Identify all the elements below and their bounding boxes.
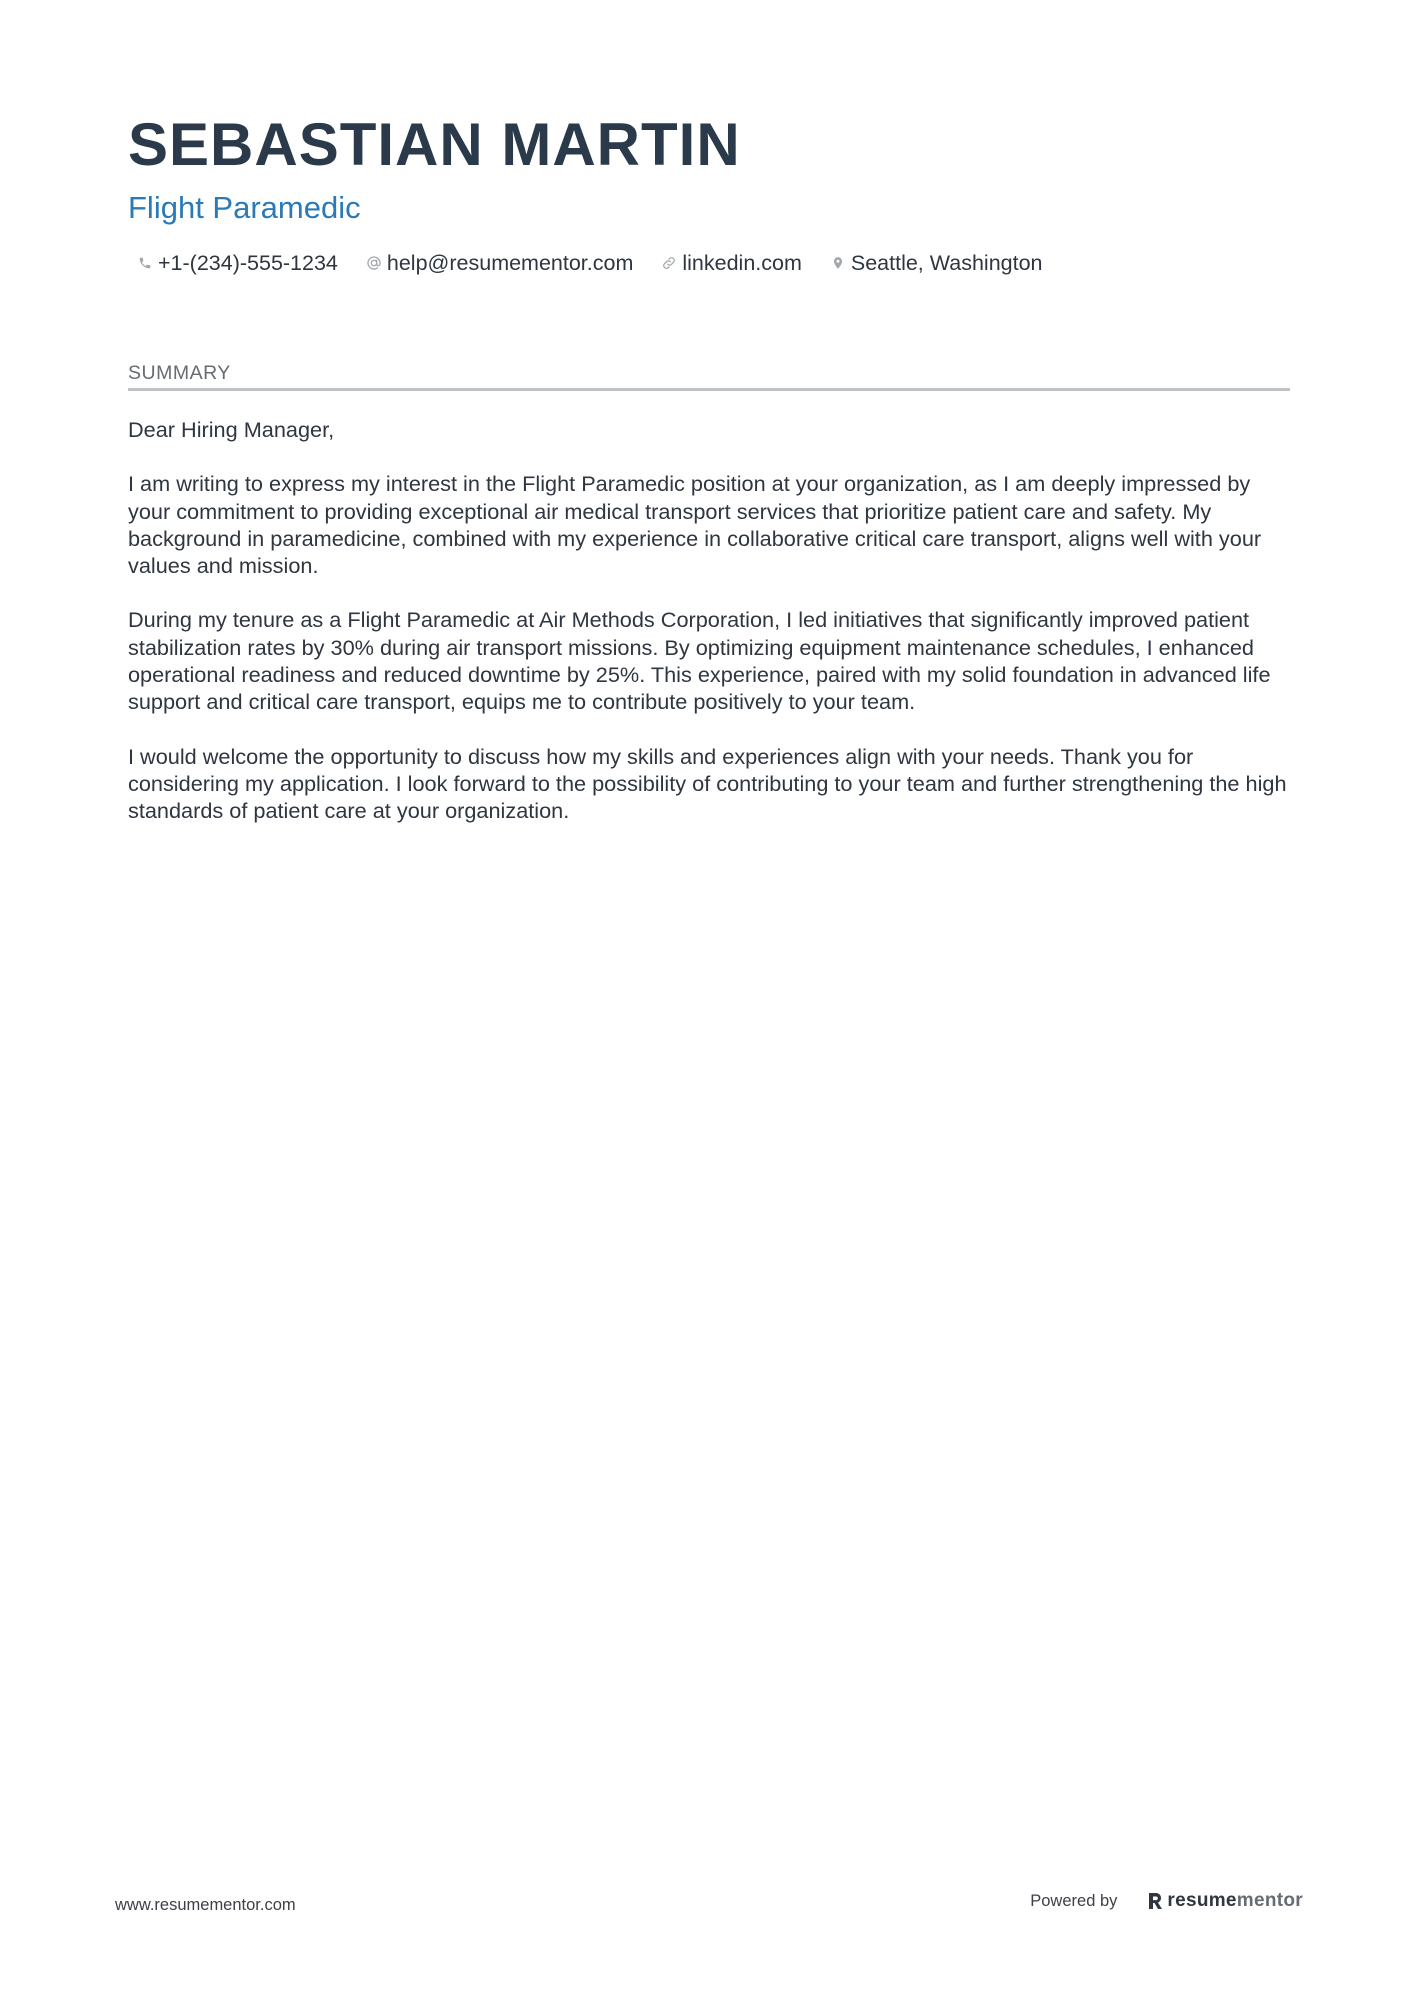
- map-pin-icon: [829, 254, 847, 272]
- letter-paragraph: I am writing to express my interest in the Flight Paramedic position at your organization, as I am deeply impressed by your commitment to providing exceptional air medical transport services that prioritize patient care and safety. My background in paramedicine, combined with my experience in collaborative critical care transport, aligns well with your values and mission.: [128, 471, 1262, 579]
- footer-branding: [1030, 1890, 1303, 1912]
- resumementor-logo-icon: [1147, 1891, 1163, 1911]
- resume-header: [128, 110, 1290, 278]
- phone-number: +1-(234)-555-1234: [158, 250, 338, 275]
- email-address[interactable]: help@resumementor.com: [386, 250, 634, 275]
- section-divider: [128, 388, 1290, 391]
- at-icon: [365, 254, 383, 272]
- summary-section: [128, 361, 1290, 852]
- contact-location: [829, 251, 1043, 276]
- letter-paragraph: I would welcome the opportunity to discuss how my skills and experiences align with your needs. Thank you for considering my application. I look forward to the possibility of contributing to your team and further strengthening the high standards of patient care at your organization.: [128, 743, 1287, 824]
- brand-name-part1: resume: [1167, 1890, 1237, 1911]
- location-text: Seattle, Washington: [850, 250, 1043, 275]
- contact-phone: [136, 251, 338, 276]
- brand-logo[interactable]: [1147, 1890, 1303, 1912]
- contact-website[interactable]: [660, 251, 802, 276]
- footer-website[interactable]: www.resumementor.com: [115, 1896, 296, 1914]
- contact-row: [136, 248, 1290, 278]
- letter-paragraph: During my tenure as a Flight Paramedic at Air Methods Corporation, I led initiatives that significantly improved patient stabilization rates by 30% during air transport missions. By optimizing equipment maintenance schedules, I enhanced operational readiness and reduced downtime by 25%. This experience, paired with my solid foundation in advanced life support and critical care transport, equips me to contribute positively to your team.: [128, 607, 1271, 715]
- brand-name-part2: mentor: [1236, 1890, 1303, 1911]
- letter-body: [128, 416, 1290, 825]
- phone-icon: [136, 254, 154, 272]
- job-title: Flight Paramedic: [128, 190, 361, 225]
- link-icon: [660, 254, 678, 272]
- powered-by-label: Powered by: [1030, 1891, 1118, 1910]
- section-heading: SUMMARY: [128, 362, 231, 384]
- candidate-name: SEBASTIAN MARTIN: [128, 111, 741, 178]
- letter-greeting: Dear Hiring Manager,: [128, 417, 335, 442]
- contact-email[interactable]: [365, 251, 633, 276]
- website-link[interactable]: linkedin.com: [682, 250, 802, 275]
